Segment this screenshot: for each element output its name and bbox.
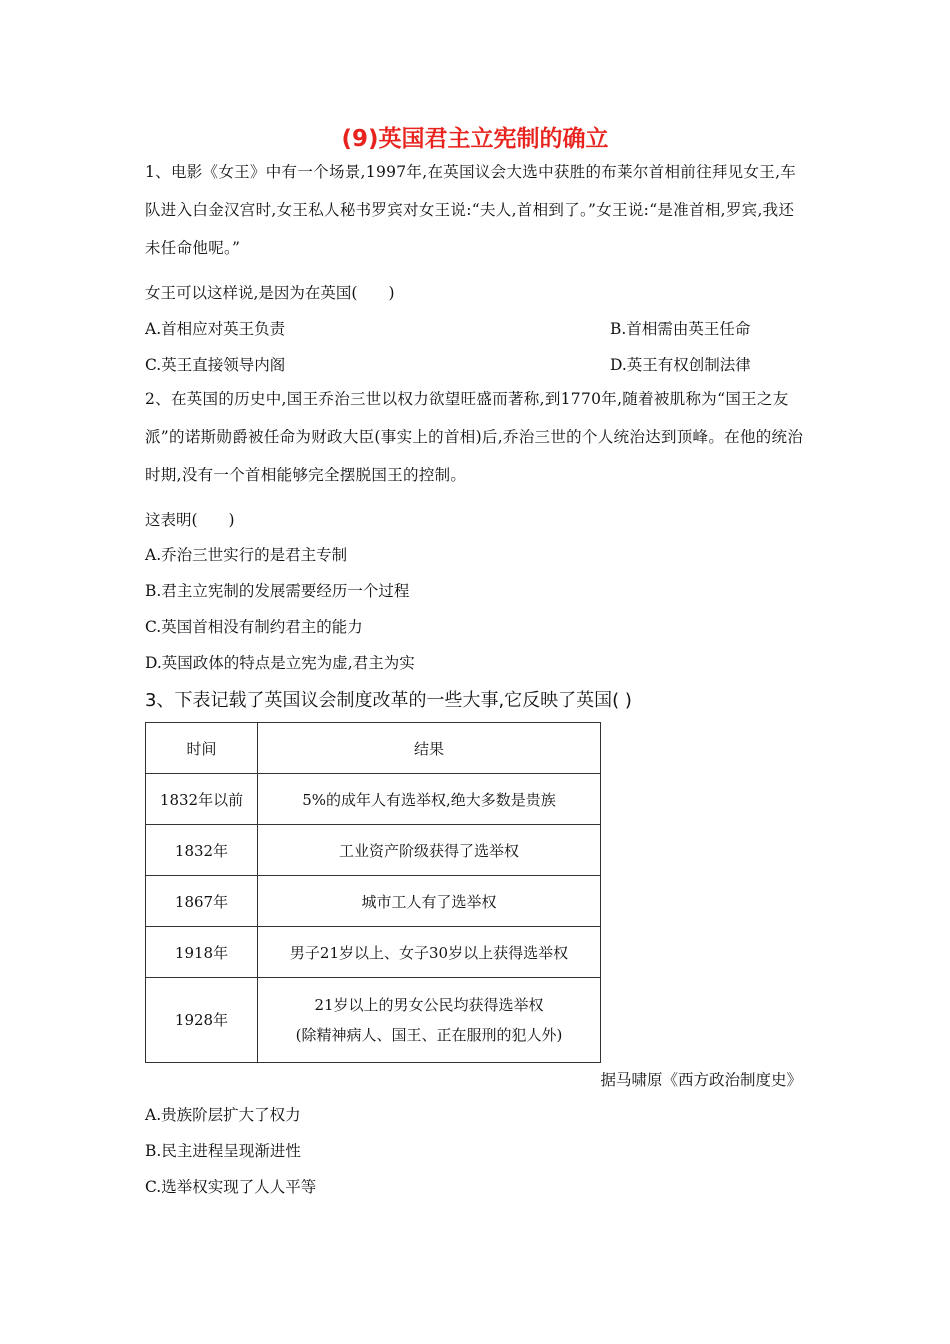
reform-table <box>145 722 601 1063</box>
q2-option-c: C.英国首相没有制约君主的能力 <box>145 618 363 636</box>
q1-option-c: C.英王直接领导内阁 <box>145 356 286 374</box>
q1-question: 女王可以这样说,是因为在英国( ) <box>145 284 395 302</box>
table-cell-result: 工业资产阶级获得了选举权 <box>258 825 601 876</box>
table-cell-result: 5%的成年人有选举权,绝大多数是贵族 <box>258 774 601 825</box>
table-source: 据马啸原《西方政治制度史》 <box>600 1071 802 1089</box>
q1-option-d: D.英王有权创制法律 <box>610 356 751 374</box>
table-cell-time: 1832年 <box>146 825 258 876</box>
table-row <box>146 774 601 825</box>
q1-stem: 1、电影《女王》中有一个场景,1997年,在英国议会大选中获胜的布莱尔首相前往拜见女王,车队进入白金汉宫时,女王私人秘书罗宾对女王说:“夫人,首相到了。”女王说:“是准首相,罗宾,我还未任命他呢。” <box>145 163 797 257</box>
table-header-result: 结果 <box>258 723 601 774</box>
table-cell-result <box>258 978 601 1063</box>
table-cell-result-line1: 21岁以上的男女公民均获得选举权 <box>314 996 544 1014</box>
table-row <box>146 876 601 927</box>
q3-stem: 3、下表记载了英国议会制度改革的一些大事,它反映了英国( ) <box>145 690 632 711</box>
q2-stem: 2、在英国的历史中,国王乔治三世以权力欲望旺盛而著称,到1770年,随着被肌称为“国王之友派”的诺斯勋爵被任命为财政大臣(事实上的首相)后,乔治三世的个人统治达到顶峰。在他的统治时期,没有一个首相能够完全摆脱国王的控制。 <box>145 390 804 484</box>
page-title: (9)英国君主立宪制的确立 <box>341 126 609 152</box>
table-row <box>146 978 601 1063</box>
q3-option-b: B.民主进程呈现渐进性 <box>145 1142 301 1160</box>
q3-option-c: C.选举权实现了人人平等 <box>145 1178 317 1196</box>
q2-option-d: D.英国政体的特点是立宪为虚,君主为实 <box>145 654 415 672</box>
table-cell-result: 男子21岁以上、女子30岁以上获得选举权 <box>258 927 601 978</box>
table-cell-time: 1928年 <box>146 978 258 1063</box>
table-row <box>146 825 601 876</box>
q1-option-a: A.首相应对英王负责 <box>145 320 286 338</box>
table-cell-time: 1918年 <box>146 927 258 978</box>
table-cell-time: 1867年 <box>146 876 258 927</box>
q2-option-b: B.君主立宪制的发展需要经历一个过程 <box>145 582 410 600</box>
table-cell-time: 1832年以前 <box>146 774 258 825</box>
q2-option-a: A.乔治三世实行的是君主专制 <box>145 546 348 564</box>
table-header-time: 时间 <box>146 723 258 774</box>
table-row <box>146 927 601 978</box>
q2-question: 这表明( ) <box>145 511 235 529</box>
q3-option-a: A.贵族阶层扩大了权力 <box>145 1106 301 1124</box>
table-cell-result: 城市工人有了选举权 <box>258 876 601 927</box>
table-header-row <box>146 723 601 774</box>
q1-option-b: B.首相需由英王任命 <box>610 320 751 338</box>
table-cell-result-line2: (除精神病人、国王、正在服刑的犯人外) <box>295 1026 563 1044</box>
